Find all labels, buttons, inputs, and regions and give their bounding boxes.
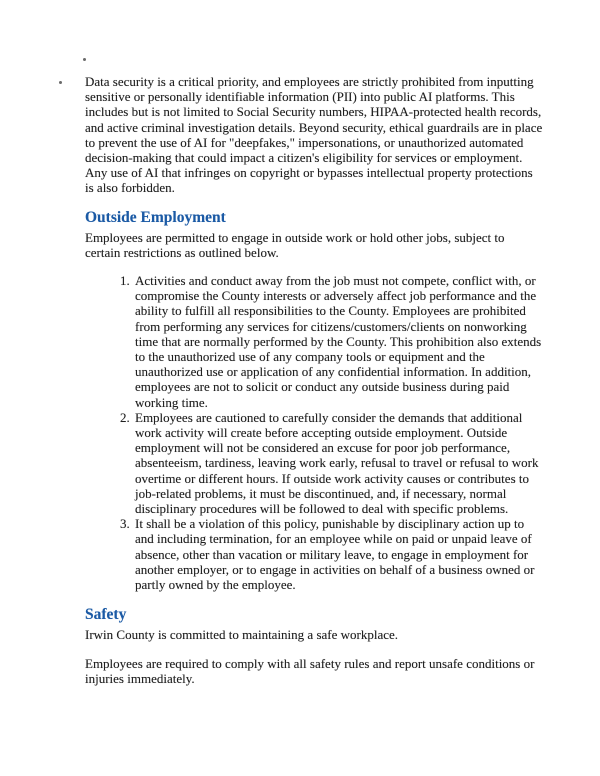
- safety-paragraph: Irwin County is committed to maintaining a safe workplace.: [85, 627, 399, 643]
- scan-speck: [59, 81, 62, 84]
- outside-employment-list: [85, 273, 543, 592]
- data-security-paragraph: Data security is a critical priority, and employees are strictly prohibited from inputting sensitive or personally identifiable information (PII) into public AI platforms. This includes but is not limited to Social Security numbers, HIPAA-protected health records, and active criminal investigation details. Beyond security, ethical guardrails are in place to prevent the use of AI for "deepfakes," impersonations, or unauthorized automated decision-making that could impact a citizen's eligibility for services or employment. Any use of AI that infringes on copyright or bypasses intellectual property protections is also forbidden.: [85, 74, 543, 196]
- scan-speck: [83, 58, 86, 61]
- list-item: 2. Employees are cautioned to carefully consider the demands that additional work activity will create before accepting outside employment. Outside employment will not be considered an excuse for poor job performance, absenteeism, tardiness, leaving work early, refusal to travel or refusal to work overtime or different hours. If outside work activity causes or contributes to job-related problems, it must be discontinued, and, if necessary, normal disciplinary procedures will be followed to deal with specific problems.: [133, 410, 543, 516]
- safety-rules-paragraph: Employees are required to comply with all safety rules and report unsafe conditions or injuries immediately.: [85, 655, 535, 686]
- document-page: [85, 74, 543, 699]
- list-item: 3. It shall be a violation of this policy, punishable by disciplinary action up to and including termination, for an employee while on paid or unpaid leave of absence, other than vacation or military leave, to engage in employment for another employer, or to engage in activities on behalf of a business owned or partly owned by the employee.: [133, 516, 543, 592]
- section-heading-safety: Safety: [85, 606, 127, 624]
- list-item: 1. Activities and conduct away from the job must not compete, conflict with, or compromise the County interests or adversely affect job performance and the ability to fulfill all responsibilities to the County. Employees are prohibited from performing any services for citizens/customers/clients on nonworking time that are normally performed by the County. This prohibition also extends to the unauthorized use of any company tools or equipment and the unauthorized use or application of any confidential information. In addition, employees are not to solicit or conduct any outside business during paid working time.: [133, 273, 543, 410]
- outside-employment-intro-paragraph: Employees are permitted to engage in outside work or hold other jobs, subject to certain restrictions as outlined below.: [85, 229, 505, 260]
- section-heading-outside-employment: Outside Employment: [85, 208, 226, 226]
